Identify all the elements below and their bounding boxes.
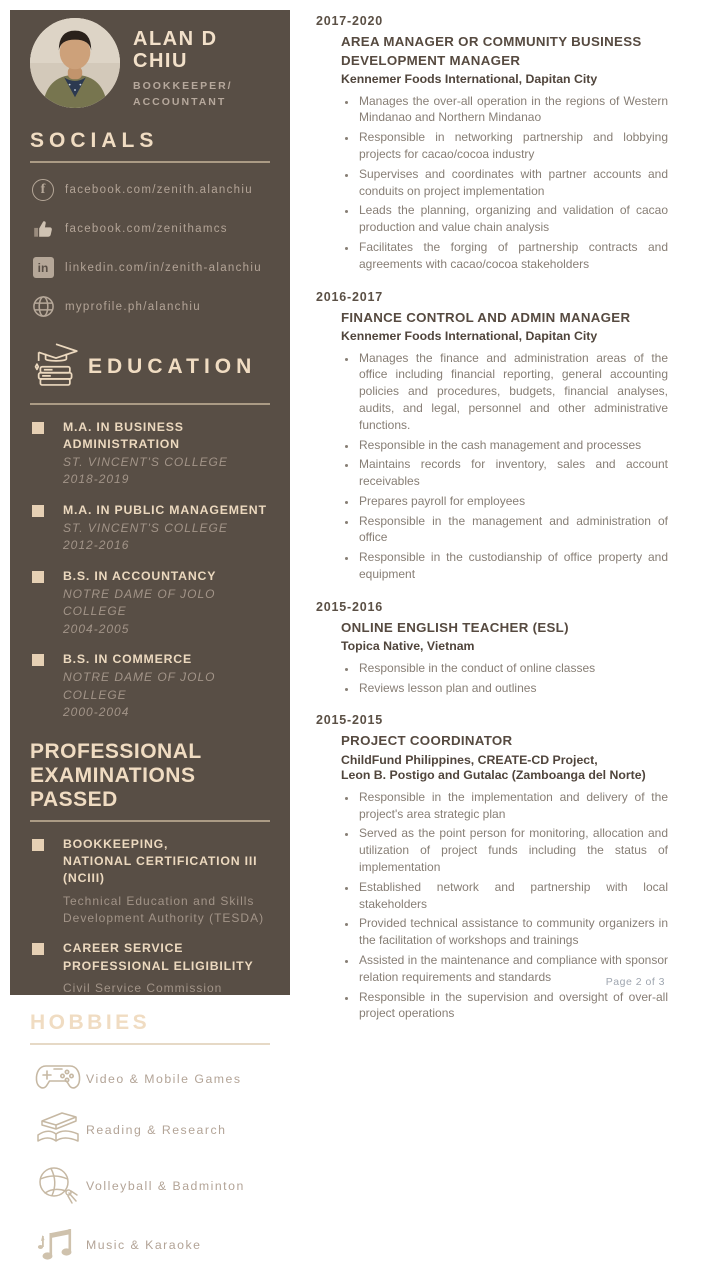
social-link-label: facebook.com/zenith.alanchiu: [65, 183, 253, 196]
job-company: Kennemer Foods International, Dapitan City: [341, 72, 598, 87]
square-bullet-icon: [32, 839, 44, 851]
job-bullet: • Served as the point person for monitoring, allocation and utilization of project funds including the status of implementation: [357, 825, 668, 875]
hobbies-divider: [30, 1043, 270, 1045]
music-notes-icon: [30, 1223, 86, 1267]
education-header: [30, 340, 270, 395]
job-bullet: • Responsible in the implementation and delivery of the project's area strategic plan: [357, 789, 668, 823]
degree-title: B.S. IN COMMERCE: [63, 652, 192, 667]
graduation-cap-books-icon: [30, 340, 88, 395]
square-bullet-icon: [32, 571, 44, 583]
job-title: PROJECT COORDINATOR: [341, 733, 513, 749]
volleyball-icon: [30, 1165, 86, 1207]
job-title: FINANCE CONTROL AND ADMIN MANAGER: [341, 309, 631, 325]
square-bullet-icon: [32, 422, 44, 434]
education-item: [30, 502, 270, 555]
hobby-item: [30, 1111, 270, 1149]
social-link-linkedin[interactable]: [30, 255, 270, 281]
exams-heading: PROFESSIONAL EXAMINATIONS PASSED: [30, 739, 202, 811]
school-and-years: ST. VINCENT'S COLLEGE 2012-2016: [63, 521, 228, 553]
hobby-label: Reading & Research: [86, 1123, 227, 1138]
hobbies-heading: HOBBIES: [30, 1011, 151, 1035]
job-dates: 2016-2017: [316, 289, 383, 304]
job-bullet: • Facilitates the forging of partnership contracts and agreements with cacao/cocoa stakeholders: [357, 239, 668, 273]
job-dates: 2017-2020: [316, 14, 383, 28]
social-link-label: facebook.com/zenithamcs: [65, 222, 228, 235]
education-item: [30, 651, 270, 721]
job-bullet: • Responsible in the custodianship of office property and equipment: [357, 549, 668, 583]
job-dates: 2015-2016: [316, 599, 383, 614]
job-bullet: • Maintains records for inventory, sales and account receivables: [357, 456, 668, 490]
name-block: [133, 18, 270, 111]
social-link-label: myprofile.ph/alanchiu: [65, 300, 201, 313]
job-bullet: • Reviews lesson plan and outlines: [357, 680, 668, 697]
person-job-title: BOOKKEEPER/ ACCOUNTANT: [133, 80, 233, 108]
profile-header: [30, 18, 270, 111]
hobby-label: Volleyball & Badminton: [86, 1179, 245, 1194]
gamepad-icon: [30, 1063, 86, 1095]
job-company: Topica Native, Vietnam: [341, 639, 475, 654]
school-and-years: NOTRE DAME OF JOLO COLLEGE 2000-2004: [63, 670, 216, 720]
job-company: Kennemer Foods International, Dapitan City: [341, 329, 598, 344]
exam-item: [30, 836, 270, 927]
exam-title: CAREER SERVICE PROFESSIONAL ELIGIBILITY: [63, 941, 254, 973]
person-name: ALAN D CHIU: [133, 28, 218, 72]
school-and-years: NOTRE DAME OF JOLO COLLEGE 2004-2005: [63, 587, 216, 636]
social-link-facebook-page[interactable]: [30, 216, 270, 242]
sidebar: [10, 10, 290, 1253]
thumbs-up-icon: [30, 216, 56, 242]
job-bullet: • Responsible in the conduct of online classes: [357, 660, 668, 677]
job-bullet: • Supervises and coordinates with partner accounts and conduits on project implementation: [357, 166, 668, 200]
social-link-label: linkedin.com/in/zenith-alanchiu: [65, 261, 262, 274]
job-bullet-list: [357, 93, 668, 273]
square-bullet-icon: [32, 943, 44, 955]
hobby-item: [30, 1063, 270, 1095]
job-dates: 2015-2015: [316, 713, 383, 728]
job-bullet: • Provided technical assistance to community organizers in the facilitation of workshops and trainings: [357, 915, 668, 949]
socials-divider: [30, 161, 270, 163]
job-bullet: • Leads the planning, organizing and validation of cacao production and value chain analysis: [357, 202, 668, 236]
exam-title: BOOKKEEPING, NATIONAL CERTIFICATION III (NCIII): [63, 836, 258, 886]
degree-title: M.A. IN PUBLIC MANAGEMENT: [63, 502, 267, 517]
hobby-label: Video & Mobile Games: [86, 1072, 242, 1087]
degree-title: B.S. IN ACCOUNTANCY: [63, 568, 217, 583]
facebook-icon: f: [30, 177, 56, 203]
job-bullet: • Responsible in the supervision and oversight of over-all project operations: [357, 989, 668, 1023]
books-icon: [30, 1111, 86, 1149]
experience-column: [316, 14, 668, 1039]
job-title: ONLINE ENGLISH TEACHER (ESL): [341, 619, 569, 635]
job-bullet: • Responsible in the cash management and processes: [357, 437, 668, 454]
exam-org: Civil Service Commission: [63, 980, 223, 995]
job-entry: [316, 600, 668, 697]
hobby-item: [30, 1223, 270, 1267]
socials-heading: SOCIALS: [30, 128, 159, 152]
education-item: [30, 568, 270, 638]
hobby-label: Music & Karaoke: [86, 1238, 202, 1253]
job-bullet: • Established network and partnership with local stakeholders: [357, 879, 668, 913]
job-entry: [316, 290, 668, 583]
school-and-years: ST. VINCENT'S COLLEGE 2018-2019: [63, 455, 228, 487]
job-title: AREA MANAGER OR COMMUNITY BUSINESS DEVELOPMENT MANAGER: [341, 34, 642, 68]
education-heading: EDUCATION: [88, 355, 257, 379]
job-entry: [316, 14, 668, 273]
avatar-photo-icon: [30, 18, 120, 108]
linkedin-icon: in: [30, 255, 56, 281]
globe-icon: [30, 294, 56, 320]
square-bullet-icon: [32, 654, 44, 666]
education-divider: [30, 403, 270, 405]
job-bullet: • Responsible in the management and administration of office: [357, 513, 668, 547]
job-bullet: • Prepares payroll for employees: [357, 493, 668, 510]
job-bullet: • Manages the finance and administration areas of the office including financial reporting, general accounting policies and procedures, budgets, financial analyses, audits, and legal, personnel and other administrative functions.: [357, 350, 668, 434]
social-link-facebook[interactable]: [30, 177, 270, 203]
exam-item: [30, 940, 270, 997]
job-bullet-list: [357, 660, 668, 697]
job-bullet: • Manages the over-all operation in the regions of Western Mindanao and Northern Mindanao: [357, 93, 668, 127]
job-bullet: • Assisted in the maintenance and compliance with sponsor relation requirements and standards: [357, 952, 668, 986]
avatar: [30, 18, 120, 108]
page-number: Page 2 of 3: [605, 976, 665, 988]
social-link-website[interactable]: [30, 294, 270, 320]
job-bullet: • Responsible in networking partnership and lobbying projects for cacao/cocoa industry: [357, 129, 668, 163]
exam-org: Technical Education and Skills Development Authority (TESDA): [63, 893, 265, 925]
degree-title: M.A. IN BUSINESS ADMINISTRATION: [63, 419, 184, 451]
job-company: ChildFund Philippines, CREATE-CD Project, Leon B. Postigo and Gutalac (Zamboanga del Norte): [341, 753, 646, 783]
square-bullet-icon: [32, 505, 44, 517]
job-bullet-list: [357, 350, 668, 583]
exams-divider: [30, 820, 270, 822]
hobby-item: [30, 1165, 270, 1207]
education-item: [30, 419, 270, 489]
